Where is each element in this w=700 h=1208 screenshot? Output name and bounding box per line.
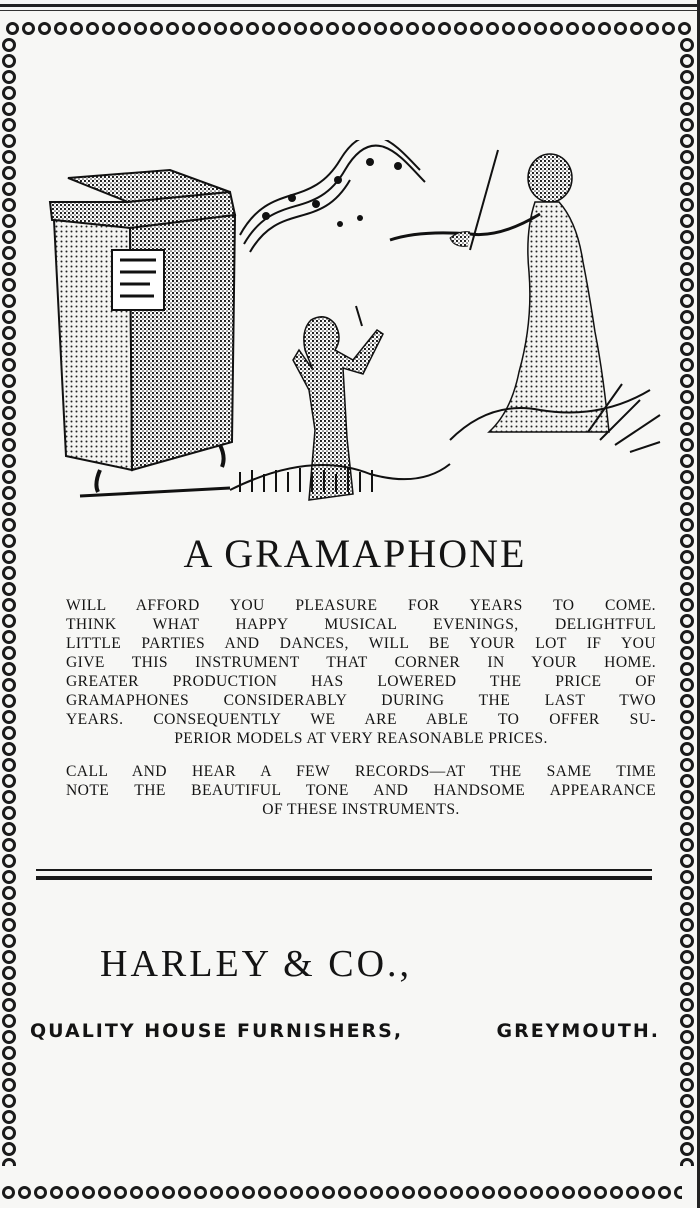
- border-ring: [2, 982, 16, 996]
- musical-notes: [240, 140, 425, 252]
- border-ring: [680, 934, 694, 948]
- border-ring: [82, 1186, 95, 1199]
- border-ring: [438, 22, 451, 35]
- border-ring: [614, 22, 627, 35]
- border-bottom: [2, 1186, 682, 1208]
- border-ring: [178, 1186, 191, 1199]
- border-ring: [134, 22, 147, 35]
- border-ring: [642, 1186, 655, 1199]
- border-ring: [2, 694, 16, 708]
- conductor: [293, 306, 383, 500]
- border-ring: [214, 22, 227, 35]
- border-ring: [2, 70, 16, 84]
- border-ring: [418, 1186, 431, 1199]
- border-ring: [680, 902, 694, 916]
- border-ring: [6, 22, 19, 35]
- border-ring: [342, 22, 355, 35]
- border-ring: [680, 742, 694, 756]
- border-ring: [166, 22, 179, 35]
- border-ring: [2, 758, 16, 772]
- border-ring: [114, 1186, 127, 1199]
- border-ring: [680, 774, 694, 788]
- border-ring: [390, 22, 403, 35]
- border-ring: [680, 518, 694, 532]
- border-ring: [680, 86, 694, 100]
- border-ring: [680, 918, 694, 932]
- border-ring: [680, 790, 694, 804]
- border-ring: [680, 534, 694, 548]
- border-ring: [658, 1186, 671, 1199]
- border-ring: [2, 806, 16, 820]
- border-ring: [2, 1110, 16, 1124]
- border-ring: [680, 278, 694, 292]
- border-ring: [2, 342, 16, 356]
- border-ring: [594, 1186, 607, 1199]
- border-ring: [2, 998, 16, 1012]
- border-ring: [680, 662, 694, 676]
- border-ring: [680, 886, 694, 900]
- border-ring: [274, 1186, 287, 1199]
- border-ring: [2, 54, 16, 68]
- border-ring: [2, 230, 16, 244]
- border-ring: [2, 486, 16, 500]
- border-ring: [680, 550, 694, 564]
- border-ring: [22, 22, 35, 35]
- border-ring: [2, 854, 16, 868]
- border-ring: [680, 502, 694, 516]
- border-ring: [2, 1062, 16, 1076]
- border-ring: [34, 1186, 47, 1199]
- border-ring: [230, 22, 243, 35]
- border-ring: [102, 22, 115, 35]
- border-ring: [680, 982, 694, 996]
- paragraph-2: [44, 762, 656, 819]
- border-ring: [2, 662, 16, 676]
- border-ring: [2, 1078, 16, 1092]
- border-ring: [2, 134, 16, 148]
- company-name: HARLEY & CO.,: [100, 943, 413, 985]
- border-ring: [278, 22, 291, 35]
- border-ring: [680, 1078, 694, 1092]
- border-ring: [310, 22, 323, 35]
- headline: A GRAMAPHONE: [183, 531, 527, 576]
- border-ring: [2, 390, 16, 404]
- border-ring: [210, 1186, 223, 1199]
- border-ring: [2, 166, 16, 180]
- border-ring: [680, 822, 694, 836]
- border-ring: [2, 1030, 16, 1044]
- border-ring: [680, 182, 694, 196]
- border-ring: [434, 1186, 447, 1199]
- border-ring: [680, 358, 694, 372]
- border-ring: [680, 838, 694, 852]
- border-ring: [680, 134, 694, 148]
- border-ring: [680, 1110, 694, 1124]
- border-ring: [678, 22, 691, 35]
- border-ring: [2, 934, 16, 948]
- border-ring: [182, 22, 195, 35]
- border-ring: [2, 438, 16, 452]
- border-ring: [680, 102, 694, 116]
- border-ring: [626, 1186, 639, 1199]
- border-ring: [680, 598, 694, 612]
- top-rule-thin: [0, 10, 700, 11]
- border-ring: [680, 854, 694, 868]
- border-ring: [662, 22, 675, 35]
- border-ring: [680, 438, 694, 452]
- border-ring: [2, 1158, 16, 1166]
- border-ring: [680, 118, 694, 132]
- border-ring: [680, 758, 694, 772]
- border-ring: [2, 198, 16, 212]
- border-ring: [194, 1186, 207, 1199]
- border-ring: [680, 374, 694, 388]
- border-ring: [680, 246, 694, 260]
- border-ring: [550, 22, 563, 35]
- border-ring: [2, 374, 16, 388]
- border-ring: [2, 262, 16, 276]
- border-top: [6, 22, 694, 44]
- paragraph-1: [44, 596, 656, 748]
- border-ring: [2, 1126, 16, 1140]
- border-ring: [680, 470, 694, 484]
- border-ring: [680, 646, 694, 660]
- border-ring: [680, 1046, 694, 1060]
- border-right: [678, 38, 698, 1166]
- border-ring: [578, 1186, 591, 1199]
- border-ring: [2, 918, 16, 932]
- border-ring: [680, 1014, 694, 1028]
- border-ring: [98, 1186, 111, 1199]
- border-ring: [258, 1186, 271, 1199]
- border-ring: [54, 22, 67, 35]
- border-ring: [680, 726, 694, 740]
- text-line: PERIOR MODELS AT VERY REASONABLE PRICES.: [174, 730, 548, 747]
- border-ring: [2, 966, 16, 980]
- border-ring: [2, 454, 16, 468]
- border-ring: [680, 166, 694, 180]
- border-ring: [130, 1186, 143, 1199]
- border-ring: [646, 22, 659, 35]
- border-ring: [598, 22, 611, 35]
- text-line: LITTLE PARTIES AND DANCES, WILL BE YOUR LOT IF YOU: [66, 635, 656, 652]
- border-ring: [226, 1186, 239, 1199]
- border-ring: [2, 150, 16, 164]
- border-ring: [680, 230, 694, 244]
- border-ring: [354, 1186, 367, 1199]
- border-ring: [2, 646, 16, 660]
- tagline: [30, 1020, 660, 1042]
- border-ring: [146, 1186, 159, 1199]
- border-ring: [680, 966, 694, 980]
- divider-thick: [36, 876, 652, 880]
- border-ring: [454, 22, 467, 35]
- border-left: [0, 38, 20, 1166]
- border-ring: [680, 806, 694, 820]
- border-ring: [680, 342, 694, 356]
- border-ring: [680, 566, 694, 580]
- border-ring: [70, 22, 83, 35]
- gramophone-cabinet: [50, 170, 235, 492]
- border-ring: [680, 422, 694, 436]
- violinist: [390, 150, 609, 432]
- border-ring: [294, 22, 307, 35]
- border-ring: [2, 502, 16, 516]
- border-ring: [680, 1142, 694, 1156]
- border-ring: [610, 1186, 623, 1199]
- border-ring: [118, 22, 131, 35]
- border-ring: [680, 326, 694, 340]
- border-ring: [582, 22, 595, 35]
- border-ring: [2, 1094, 16, 1108]
- border-ring: [2, 566, 16, 580]
- border-ring: [680, 998, 694, 1012]
- tagline-left: QUALITY HOUSE FURNISHERS,: [30, 1020, 404, 1042]
- border-ring: [326, 22, 339, 35]
- border-ring: [2, 326, 16, 340]
- border-ring: [2, 774, 16, 788]
- border-ring: [680, 950, 694, 964]
- border-ring: [680, 614, 694, 628]
- tagline-right: GREYMOUTH.: [496, 1020, 660, 1042]
- gramophone-illustration: [40, 140, 670, 510]
- border-ring: [486, 22, 499, 35]
- border-ring: [2, 358, 16, 372]
- text-line: GREATER PRODUCTION HAS LOWERED THE PRICE OF: [66, 673, 656, 690]
- text-line: OF THESE INSTRUMENTS.: [262, 801, 460, 818]
- border-ring: [680, 406, 694, 420]
- border-ring: [2, 310, 16, 324]
- border-ring: [680, 214, 694, 228]
- text-line: NOTE THE BEAUTIFUL TONE AND HANDSOME APPEARANCE: [66, 782, 656, 799]
- border-ring: [546, 1186, 559, 1199]
- border-ring: [2, 710, 16, 724]
- border-ring: [66, 1186, 79, 1199]
- border-ring: [242, 1186, 255, 1199]
- border-ring: [386, 1186, 399, 1199]
- border-ring: [680, 262, 694, 276]
- divider-thin: [36, 869, 652, 871]
- border-ring: [502, 22, 515, 35]
- border-ring: [198, 22, 211, 35]
- border-ring: [680, 294, 694, 308]
- border-ring: [2, 294, 16, 308]
- text-line: YEARS. CONSEQUENTLY WE ARE ABLE TO OFFER SU-: [66, 711, 656, 728]
- border-ring: [680, 678, 694, 692]
- border-ring: [18, 1186, 31, 1199]
- border-ring: [2, 1046, 16, 1060]
- border-ring: [2, 246, 16, 260]
- border-ring: [2, 902, 16, 916]
- border-ring: [2, 678, 16, 692]
- border-ring: [680, 310, 694, 324]
- border-ring: [630, 22, 643, 35]
- border-ring: [680, 150, 694, 164]
- border-ring: [370, 1186, 383, 1199]
- border-ring: [2, 598, 16, 612]
- border-ring: [2, 790, 16, 804]
- border-ring: [422, 22, 435, 35]
- border-ring: [358, 22, 371, 35]
- border-ring: [2, 214, 16, 228]
- border-ring: [322, 1186, 335, 1199]
- border-ring: [2, 614, 16, 628]
- border-ring: [290, 1186, 303, 1199]
- border-ring: [2, 1142, 16, 1156]
- text-line: THINK WHAT HAPPY MUSICAL EVENINGS, DELIGHTFUL: [66, 616, 656, 633]
- border-ring: [680, 1030, 694, 1044]
- border-ring: [162, 1186, 175, 1199]
- border-ring: [2, 278, 16, 292]
- border-ring: [680, 1062, 694, 1076]
- border-ring: [680, 694, 694, 708]
- border-ring: [2, 726, 16, 740]
- border-ring: [338, 1186, 351, 1199]
- border-ring: [306, 1186, 319, 1199]
- border-ring: [2, 838, 16, 852]
- border-ring: [566, 22, 579, 35]
- border-ring: [2, 870, 16, 884]
- border-ring: [680, 70, 694, 84]
- border-ring: [680, 1126, 694, 1140]
- border-ring: [2, 630, 16, 644]
- border-ring: [2, 422, 16, 436]
- border-ring: [2, 550, 16, 564]
- border-ring: [450, 1186, 463, 1199]
- border-ring: [2, 406, 16, 420]
- border-ring: [530, 1186, 543, 1199]
- border-ring: [482, 1186, 495, 1199]
- border-ring: [534, 22, 547, 35]
- border-ring: [2, 950, 16, 964]
- border-ring: [2, 886, 16, 900]
- border-ring: [406, 22, 419, 35]
- border-ring: [680, 1158, 694, 1166]
- border-ring: [470, 22, 483, 35]
- border-ring: [38, 22, 51, 35]
- ad-body: [44, 596, 656, 819]
- border-ring: [2, 534, 16, 548]
- text-line: CALL AND HEAR A FEW RECORDS—AT THE SAME TIME: [66, 763, 656, 780]
- border-ring: [2, 518, 16, 532]
- text-line: GIVE THIS INSTRUMENT THAT CORNER IN YOUR HOME.: [66, 654, 656, 671]
- border-ring: [680, 486, 694, 500]
- border-ring: [680, 454, 694, 468]
- border-ring: [2, 182, 16, 196]
- border-ring: [680, 630, 694, 644]
- border-ring: [562, 1186, 575, 1199]
- border-ring: [466, 1186, 479, 1199]
- border-ring: [2, 822, 16, 836]
- border-ring: [680, 198, 694, 212]
- border-ring: [150, 22, 163, 35]
- border-ring: [680, 390, 694, 404]
- border-ring: [50, 1186, 63, 1199]
- border-ring: [2, 86, 16, 100]
- border-ring: [518, 22, 531, 35]
- border-ring: [514, 1186, 527, 1199]
- border-ring: [498, 1186, 511, 1199]
- border-ring: [680, 54, 694, 68]
- border-ring: [374, 22, 387, 35]
- border-ring: [2, 742, 16, 756]
- border-ring: [2, 118, 16, 132]
- border-ring: [2, 102, 16, 116]
- border-ring: [2, 1014, 16, 1028]
- text-line: GRAMAPHONES CONSIDERABLY DURING THE LAST TWO: [66, 692, 656, 709]
- border-ring: [2, 38, 16, 52]
- border-ring: [246, 22, 259, 35]
- border-ring: [680, 582, 694, 596]
- border-ring: [2, 1186, 15, 1199]
- border-ring: [680, 38, 694, 52]
- border-ring: [86, 22, 99, 35]
- border-ring: [680, 710, 694, 724]
- border-ring: [680, 870, 694, 884]
- top-rule: [0, 4, 700, 7]
- text-line: WILL AFFORD YOU PLEASURE FOR YEARS TO COME.: [66, 597, 656, 614]
- border-ring: [674, 1186, 682, 1199]
- border-ring: [262, 22, 275, 35]
- border-ring: [2, 470, 16, 484]
- border-ring: [2, 582, 16, 596]
- border-ring: [402, 1186, 415, 1199]
- border-ring: [680, 1094, 694, 1108]
